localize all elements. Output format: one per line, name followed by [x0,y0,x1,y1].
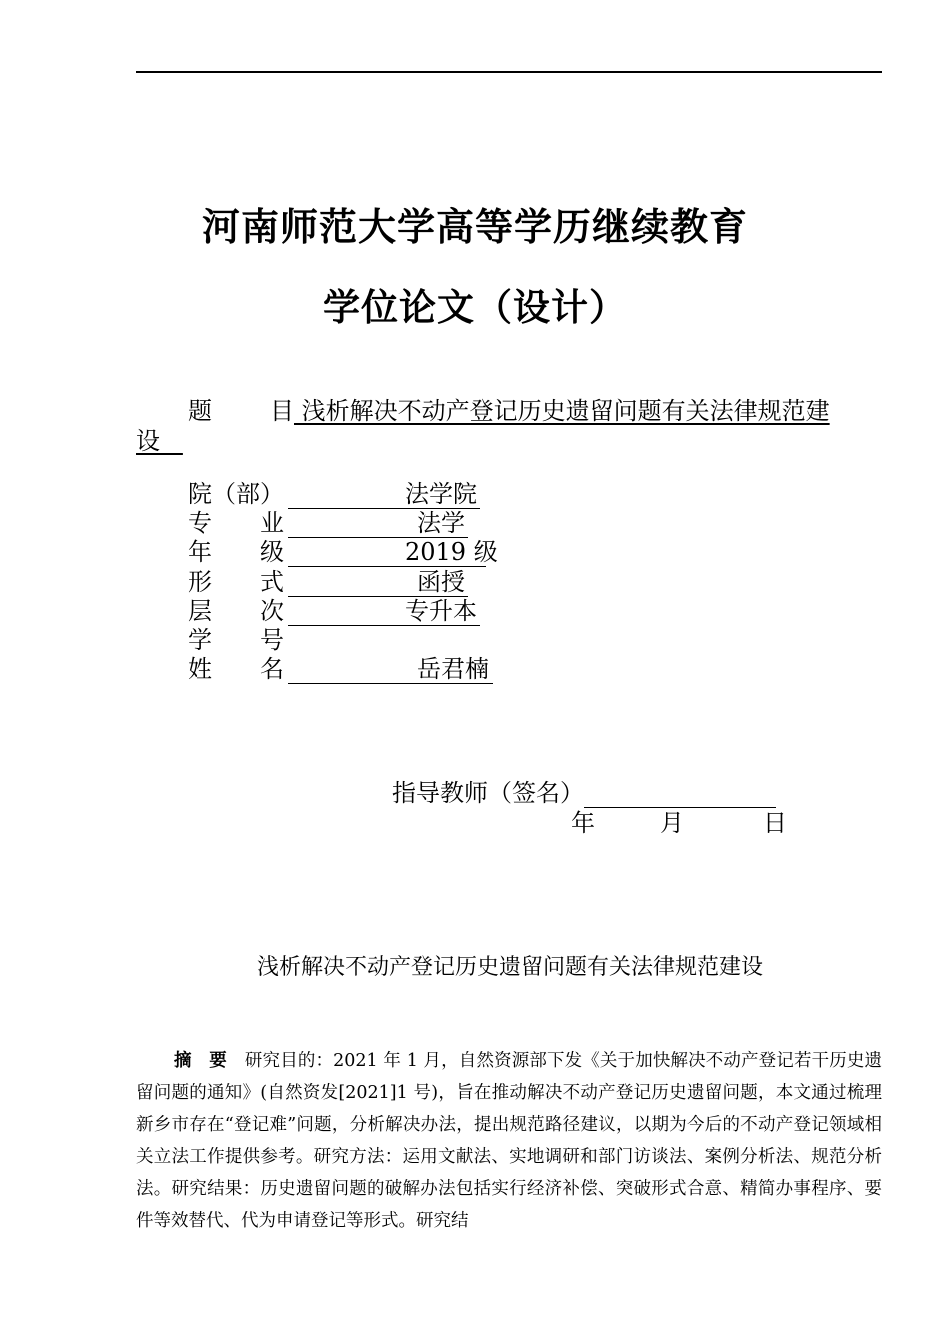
date-day: 日 [763,809,787,837]
field-level-value: 专升本 [405,597,477,625]
topic-label-b: 目 [270,397,294,425]
field-grade-value: 2019 级 [405,538,498,566]
field-department-label: 院（部） [188,480,284,508]
field-department [188,480,480,509]
topic-value-part1: 浅析解决不动产登记历史遗留问题有关法律规范建 [294,397,830,425]
field-level [188,597,480,626]
topic-row-continued [136,421,183,456]
field-major-label: 专 业 [188,509,284,537]
field-major-value: 法学 [417,509,465,537]
field-department-value: 法学院 [405,480,477,508]
field-grade [188,538,498,567]
field-major [188,509,468,538]
abstract-paragraph [136,1045,882,1237]
university-title: 河南师范大学高等学历继续教育 [201,205,748,249]
field-student-id-label: 学 号 [188,626,284,654]
abstract-heading: 摘 要 [174,1051,227,1071]
field-name-value: 岳君楠 [417,655,489,683]
date-year: 年 [571,809,595,837]
field-form [188,568,468,597]
field-form-label: 形 式 [188,568,284,596]
field-form-value: 函授 [417,568,465,596]
field-name [188,655,493,684]
abstract-text: 研究目的：2021 年 1 月，自然资源部下发《关于加快解决不动产登记若干历史遗留问题的通知》(自然资发[2021]1 号)，旨在推动解决不动产登记历史遗留问题，本文通过梳理新乡市存在“登记难”问题，分析解决办法，提出规范路径建议，以期为今后的不动产登记领域相关立法工作提供参考。研究方法：运用文献法、实地调研和部门访谈法、案例分析法、规范分析法。研究结果：历史遗留问题的破解办法包括实行经济补偿、突破形式合意、精简办事程序、要件等效替代、代为申请登记等形式。研究结 [136,1051,883,1231]
field-student-id [188,626,288,655]
header-rule [136,71,882,73]
date-month: 月 [660,809,684,837]
topic-value-part2: 设 [136,427,183,455]
thesis-type-title: 学位论文（设计） [323,286,627,329]
field-grade-label: 年 级 [188,538,284,566]
field-level-label: 层 次 [188,597,284,625]
advisor-label: 指导教师（签名） [392,779,584,807]
topic-row [188,391,830,426]
topic-label-a: 题 [188,397,212,425]
field-name-label: 姓 名 [188,655,284,683]
paper-title: 浅析解决不动产登记历史遗留问题有关法律规范建设 [256,955,763,980]
